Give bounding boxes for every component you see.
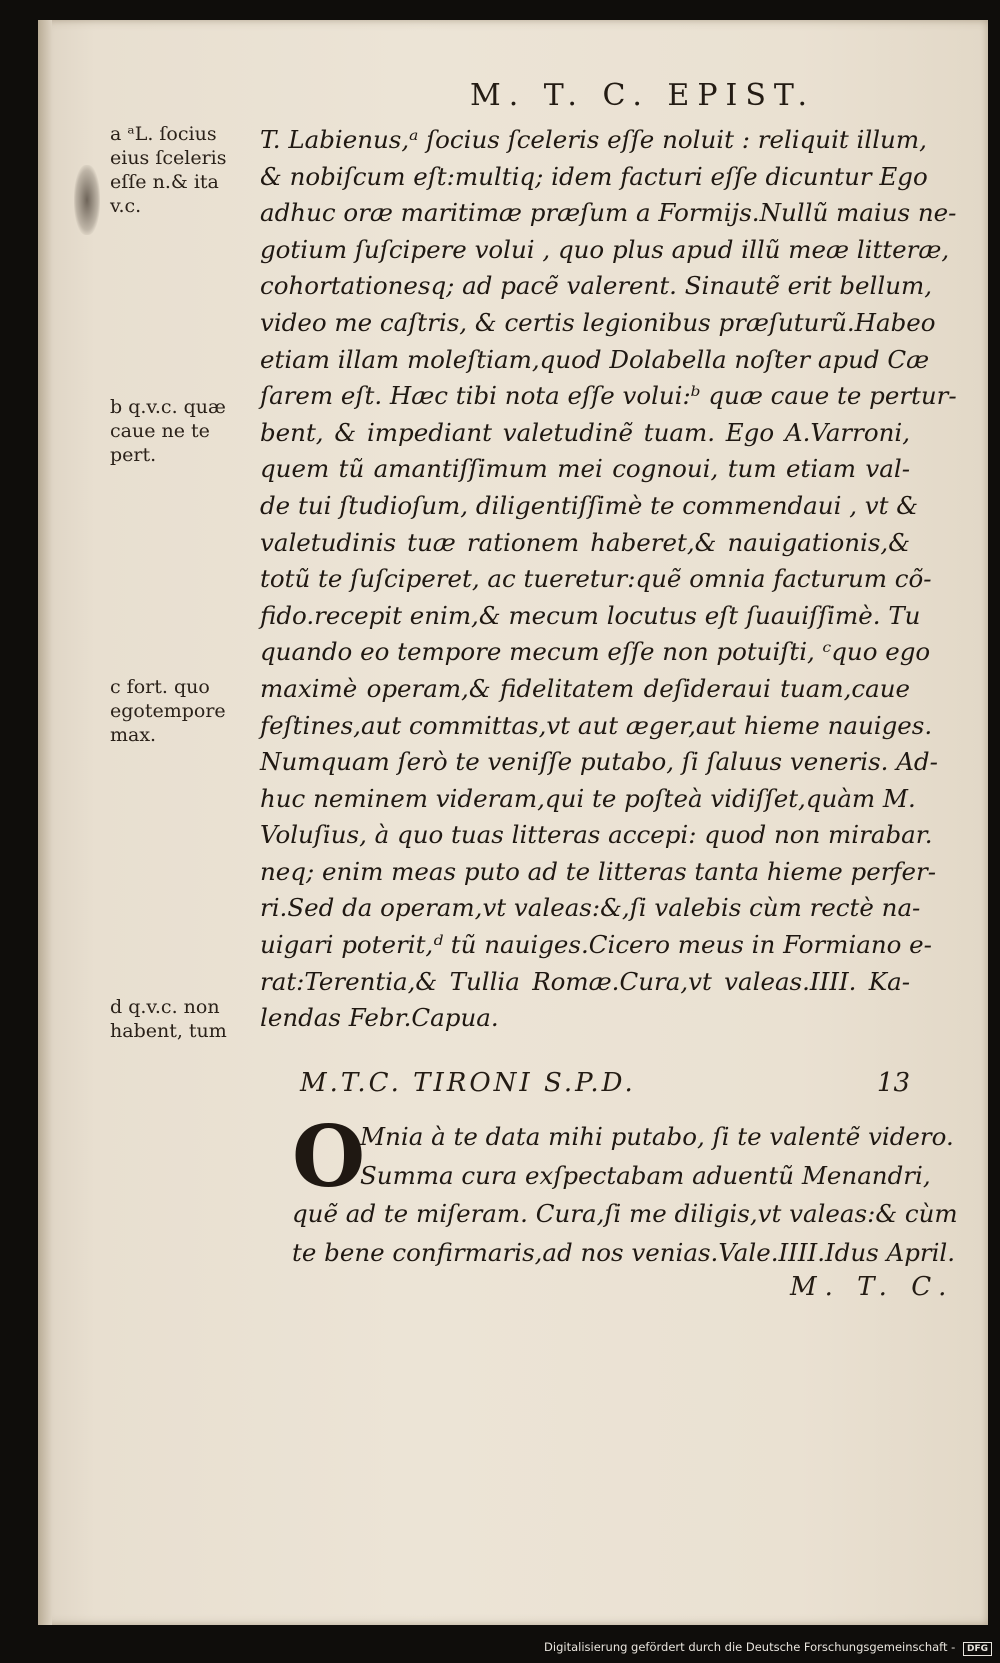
- text-line: gotium ſuſcipere volui , quo plus apud illũ meæ litteræ,: [260, 234, 950, 264]
- margin-note-line: pert.: [110, 444, 157, 466]
- margin-note-line: c fort. quo: [110, 676, 210, 698]
- digitization-credit: [544, 1633, 992, 1661]
- text-line: quem tũ amantiſſimum mei cognoui, tum etiam val-: [260, 454, 910, 484]
- text-line: cohortationesq; ad pacẽ valerent. Sinautẽ erit bellum,: [260, 271, 932, 301]
- text-line: Mnia à te data mihi putabo, ſi te valentẽ videro.: [360, 1122, 954, 1151]
- margin-note-line: b q.v.c. quæ: [110, 396, 226, 418]
- drop-cap: O: [292, 1107, 366, 1206]
- text-line: Summa cura exſpectabam aduentũ Menandri,: [360, 1160, 931, 1190]
- letter-heading: M.T.C. TIRONI S.P.D.: [300, 1068, 636, 1098]
- margin-note-line: caue ne te: [110, 420, 210, 442]
- text-line: de tui ſtudioſum, diligentiſſimè te commendaui , vt &: [260, 490, 919, 520]
- margin-note-line: eſſe n.& ita: [110, 171, 219, 193]
- text-line: Voluſius, à quo tuas litteras accepi: quod non mirabar.: [260, 820, 933, 850]
- letter-text: [292, 1107, 958, 1273]
- text-line: adhuc oræ maritimæ præſum a Formijs.Nullũ maius ne-: [260, 198, 957, 228]
- ink-stain: [74, 165, 100, 235]
- margin-note-line: max.: [110, 724, 157, 746]
- dfg-logo: DFG: [963, 1642, 992, 1656]
- text-line: totũ te ſuſciperet, ac tueretur:quẽ omnia facturum cõ-: [260, 564, 932, 594]
- text-line: video me caſtris, & certis legionibus præſuturũ.Habeo: [260, 307, 936, 337]
- margin-note-line: a ᵃL. ſocius: [110, 123, 217, 145]
- text-line: Numquam ſerò te veniſſe putabo, ſi ſaluus veneris. Ad-: [260, 747, 938, 777]
- text-line: feſtines,aut committas,vt aut æger,aut hieme nauiges.: [260, 710, 933, 740]
- text-line: huc neminem videram,qui te poſteà vidiſſet,quàm M.: [260, 783, 916, 813]
- text-line: quando eo tempore mecum eſſe non potuiſti, ᶜquo ego: [260, 637, 931, 667]
- margin-note-line: habent, tum: [110, 1020, 227, 1042]
- text-line: fido.recepit enim,& mecum locutus eſt ſuauiſſimè. Tu: [260, 600, 921, 630]
- text-line: ri.Sed da operam,vt valeas:&,ſi valebis cùm rectè na-: [260, 893, 921, 923]
- text-line: uigari poterit,ᵈ tũ nauiges.Cicero meus in Formiano e-: [260, 930, 932, 960]
- text-line: neq; enim meas puto ad te litteras tanta hieme perfer-: [260, 856, 936, 886]
- text-line: valetudinis tuæ rationem haberet,& nauigationis,&: [260, 527, 910, 557]
- text-line: etiam illam moleſtiam,quod Dolabella noſter apud Cæ: [260, 344, 930, 374]
- text-line: quẽ ad te miſeram. Cura,ſi me diligis,vt valeas:& cùm: [292, 1199, 958, 1229]
- credit-text: Digitalisierung gefördert durch die Deutsche Forschungsgemeinschaft -: [544, 1640, 956, 1654]
- text-line: ſarem eſt. Hæc tibi nota eſſe volui:ᵇ quæ caue te pertur-: [260, 381, 957, 411]
- margin-note-line: d q.v.c. non: [110, 996, 220, 1018]
- margin-note-line: v.c.: [110, 195, 142, 217]
- running-head: M. T. C. EPIST.: [470, 78, 816, 113]
- letter-heading-row: [300, 1068, 910, 1108]
- text-line: rat:Terentia,& Tullia Romæ.Cura,vt valeas.IIII. Ka-: [260, 966, 910, 996]
- page-number: 13: [876, 1068, 910, 1098]
- binding-edge: [38, 20, 52, 1625]
- text-line: te bene confirmaris,ad nos venias.Vale.IIII.Idus April.: [292, 1238, 956, 1268]
- text-line: maximè operam,& fidelitatem deſideraui tuam,caue: [260, 673, 910, 703]
- text-line: bent, & impediant valetudinẽ tuam. Ego A.Varroni,: [260, 417, 910, 447]
- text-line: T. Labienus,ᵃ ſocius ſceleris eſſe noluit : reliquit illum,: [260, 125, 927, 154]
- margin-note-line: eius ſceleris: [110, 147, 227, 169]
- margin-note-line: egotempore: [110, 700, 226, 722]
- signature: M. T. C.: [790, 1272, 955, 1302]
- text-line: lendas Febr.Capua.: [260, 1003, 499, 1033]
- text-line: & nobiſcum eſt:multiq; idem facturi eſſe dicuntur Ego: [260, 161, 928, 191]
- main-text: [260, 122, 957, 1037]
